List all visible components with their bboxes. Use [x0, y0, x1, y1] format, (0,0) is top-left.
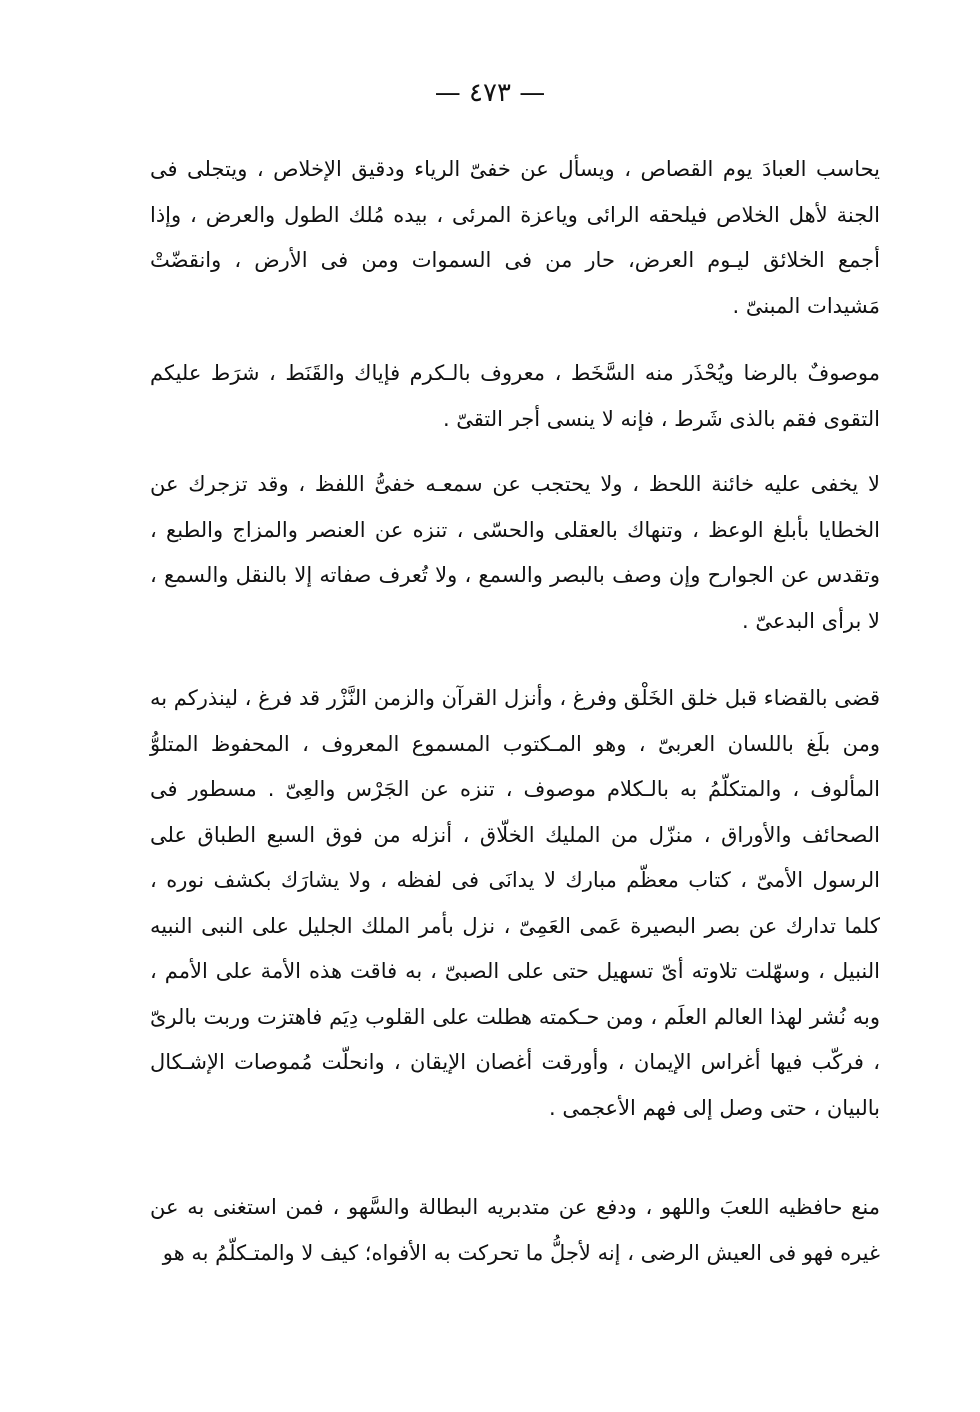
paragraph-3 — [150, 462, 880, 644]
paragraph-4 — [150, 676, 880, 1131]
paragraph-1 — [150, 147, 880, 329]
page-number: — ٤٧٣ — — [434, 78, 546, 108]
paragraph-2 — [150, 351, 880, 442]
paragraph-text: قضى بالقضاء قبل خلق الخَلْق وفرغ ، وأنزل القرآن والزمن النَّزْر قد فرغ ، لينذركم به ومن بلَغ باللسان العربىّ ، وهو المـكتوب المسموع المعروف ، المحفوظ المتلوُّ المألوف ، والمتكلّمُ به بالـكلام موصوف ، تنزه عن الجَرْس والعِىّ . مسطور فى الصحائف والأوراق ، منزّل من المليك الخلّاق ، أنزله من فوق السبع الطباق على الرسول الأمىّ ، كتاب معظّم مبارك لا يدانَى فى لفظه ، ولا يشارَك بكشف نوره ، كلما تدارك عن بصر البصيرة عَمى العَمِىّ ، نزل بأمر الملك الجليل على النبى النبيه النبيل ، وسهّلت تلاوته أىّ تسهيل حتى على الصبىّ ، به فاقت هذه الأمة على الأمم ، وبه نُشر لهذا العالم العلَم ، ومن حـكمته هطلت على القلوب دِيَم فاهتزت وربت بالرىّ ، فركّب فيها أغراس الإيمان ، وأورقت أغصان الإيقان ، وانحلّت مُموصات الإشـكال بالبيان ، حتى وصل إلى فهم الأعجمى . — [150, 686, 880, 1120]
paragraph-text: لا يخفى عليه خائنة اللحظ ، ولا يحتجب عن سمعـه خفىُّ اللفظ ، وقد تزجرك عن الخطايا بأبلغ الوعظ ، وتنهاك بالعقلى والحسّى ، تنزه عن العنصر والمزاج والطبع ، وتقدس عن الجوارح وإن وصف بالبصر والسمع ، ولا تُعرف صفاته إلا بالنقل والسمع ، لا برأى البدعىّ . — [150, 472, 880, 633]
paragraph-5 — [150, 1185, 880, 1276]
paragraph-text: يحاسب العبادَ يوم القصاص ، ويسأل عن خفىّ الرياء ودقيق الإخلاص ، ويتجلى فى الجنة لأهل الخلاص فيلحقه الرائى وياعزة المرئى ، بيده مُلك الطول والعرض ، وإذا أجمع الخلائق ليـوم العرض، حار من فى السموات ومن فى الأرض ، وانقضّتْ مَشيدات المبنىّ . — [150, 157, 880, 318]
paragraph-text: منع حافظيه اللعبَ واللهو ، ودفع عن متدبريه البطالة والسَّهو ، فمن استغنى به عن غيره فهو فى العيش الرضى ، إنه لأجلُّ ما تحركت به الأفواه؛ كيف لا والمتـكلّمُ به هو — [150, 1195, 880, 1265]
paragraph-text: موصوفٌ بالرضا ويُحْذَر منه السَّخَط ، معروف بالـكرم فإياك والقَنَط ، شرَط عليكم التقوى فقم بالذى شَرط ، فإنه لا ينسى أجر التقىّ . — [150, 361, 880, 431]
